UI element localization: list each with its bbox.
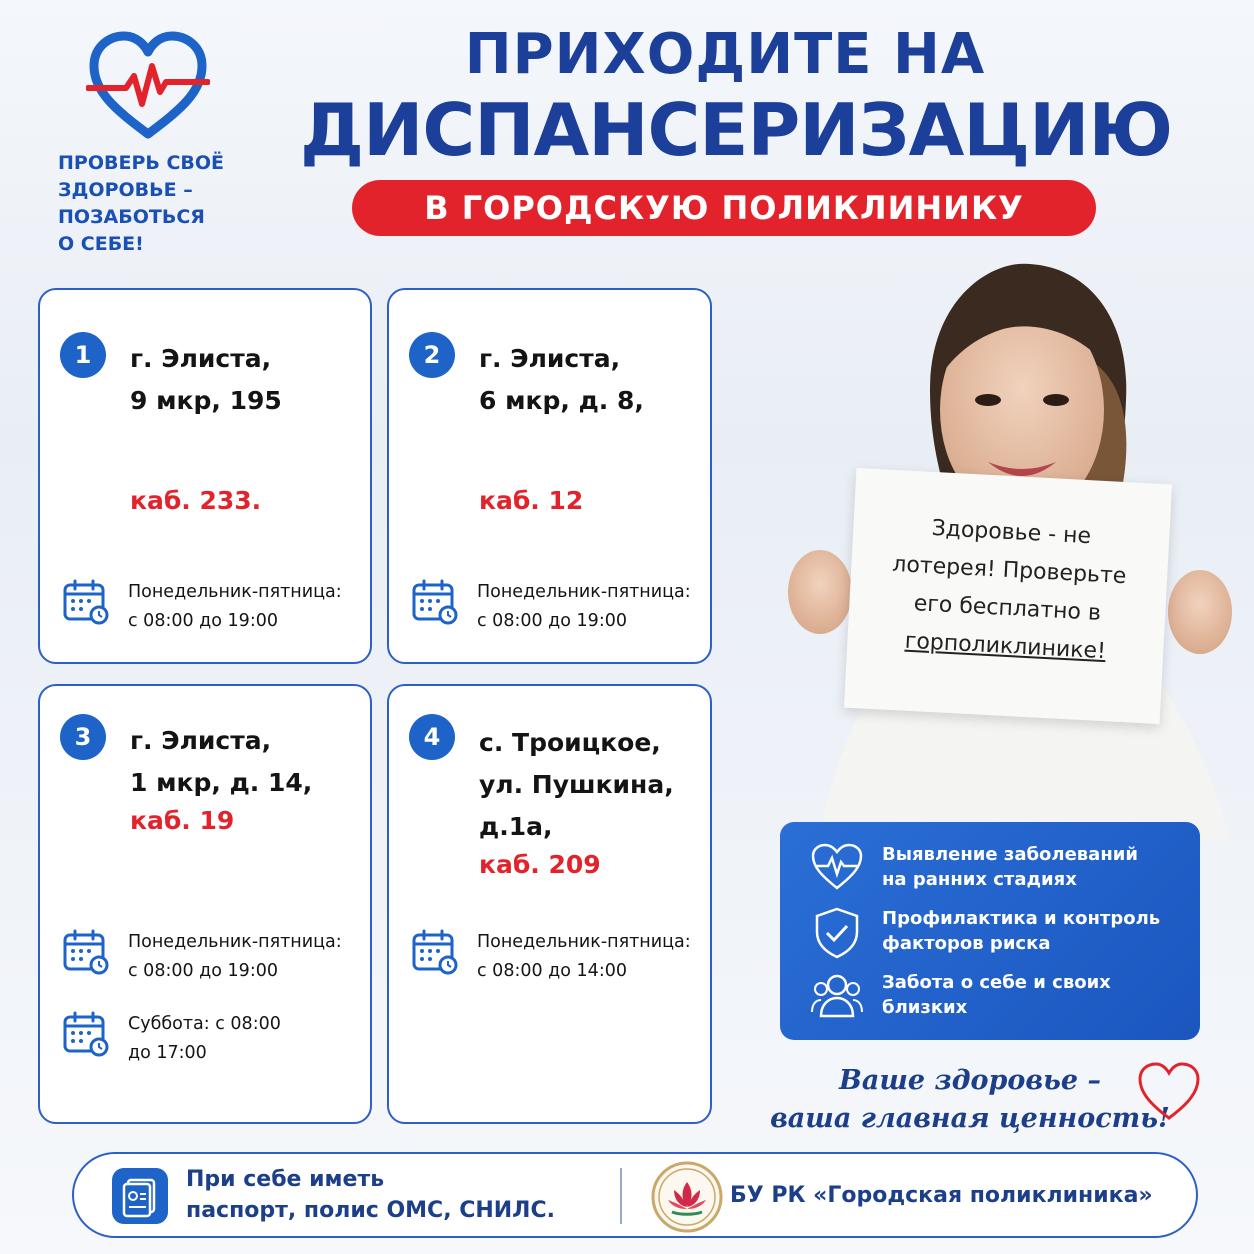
schedule: [411, 928, 721, 988]
page-title-line2: ДИСПАНСЕРИЗАЦИЮ: [300, 88, 1172, 172]
address-line: г. Элиста,: [130, 726, 272, 755]
page-title-line1: ПРИХОДИТЕ НА: [464, 22, 986, 87]
location-card-3: [38, 684, 372, 1124]
schedule-hours: до 17:00: [128, 1043, 207, 1063]
benefit-line: Забота о себе и своих: [882, 972, 1111, 993]
slogan-line: ЗДОРОВЬЕ –: [58, 179, 193, 201]
sign-line: его бесплатно в: [913, 591, 1102, 626]
calendar-icon: [411, 928, 459, 976]
schedule: [62, 928, 372, 988]
benefit-text: [882, 906, 1182, 956]
schedule-days: Понедельник-пятница:: [128, 932, 342, 952]
room-number: каб. 19: [130, 806, 235, 835]
calendar-icon: [411, 578, 459, 626]
location-card-4: [387, 684, 712, 1124]
schedule-days: Понедельник-пятница:: [128, 582, 342, 602]
schedule-hours: с 08:00 до 14:00: [477, 961, 627, 981]
address-line: г. Элиста,: [479, 344, 621, 373]
required-documents: [186, 1164, 606, 1226]
location-card-1: [38, 288, 372, 664]
benefits-panel: [780, 822, 1200, 1040]
handheld-sign: [844, 468, 1172, 724]
sign-line: Здоровье - не: [931, 515, 1092, 550]
location-address: [130, 720, 360, 804]
benefit-text: [882, 842, 1182, 892]
schedule-text: [128, 578, 378, 636]
schedule-hours: с 08:00 до 19:00: [477, 611, 627, 631]
benefit-line: близких: [882, 997, 968, 1018]
schedule: [411, 578, 721, 638]
heart-pulse-icon: [810, 842, 864, 892]
address-line: д.1а,: [479, 812, 553, 841]
heart-outline-icon: [1136, 1060, 1202, 1122]
calendar-icon: [62, 928, 110, 976]
slogan-line: О СЕБЕ!: [58, 233, 144, 255]
benefit-line: Выявление заболеваний: [882, 844, 1138, 865]
documents-icon: [112, 1168, 168, 1224]
location-number-badge: 1: [60, 332, 106, 378]
shield-check-icon: [810, 906, 864, 960]
schedule: [62, 578, 372, 638]
schedule-text: [477, 928, 727, 986]
benefit-text: [882, 970, 1182, 1020]
motto-line: ваша главная ценность!: [770, 1103, 1170, 1134]
schedule-days: Суббота: с 08:00: [128, 1014, 281, 1034]
people-icon: [810, 970, 864, 1020]
schedule-hours: с 08:00 до 19:00: [128, 611, 278, 631]
room-number: каб. 233.: [130, 486, 262, 515]
schedule-text: [477, 578, 727, 636]
slogan: [58, 150, 258, 258]
location-number-badge: 4: [409, 714, 455, 760]
location-address: [479, 722, 709, 848]
schedule-days: Понедельник-пятница:: [477, 582, 691, 602]
room-number: каб. 209: [479, 850, 601, 879]
benefit-item: [780, 970, 1200, 1030]
address-line: ул. Пушкина,: [479, 770, 674, 799]
location-card-2: [387, 288, 712, 664]
calendar-icon: [62, 578, 110, 626]
benefit-item: [780, 842, 1200, 902]
address-line: 9 мкр, 195: [130, 386, 282, 415]
location-number-badge: 2: [409, 332, 455, 378]
address-line: 6 мкр, д. 8,: [479, 386, 644, 415]
docs-line: паспорт, полис ОМС, СНИЛС.: [186, 1198, 555, 1223]
footer-bar: [72, 1152, 1198, 1238]
address-line: 1 мкр, д. 14,: [130, 768, 313, 797]
sign-line: лотерея! Проверьте: [891, 551, 1127, 590]
benefit-line: факторов риска: [882, 933, 1051, 954]
schedule-days: Понедельник-пятница:: [477, 932, 691, 952]
benefit-item: [780, 906, 1200, 966]
subtitle-banner: В ГОРОДСКУЮ ПОЛИКЛИНИКУ: [352, 180, 1096, 236]
schedule-text: [128, 1010, 378, 1068]
slogan-line: ПРОВЕРЬ СВОЁ: [58, 152, 225, 174]
room-number: каб. 12: [479, 486, 584, 515]
divider: [620, 1168, 622, 1224]
organization-name: БУ РК «Городская поликлиника»: [730, 1183, 1153, 1208]
address-line: с. Троицкое,: [479, 728, 661, 757]
location-address: [479, 338, 709, 422]
location-number-badge: 3: [60, 714, 106, 760]
schedule-hours: с 08:00 до 19:00: [128, 961, 278, 981]
schedule-saturday: [62, 1010, 372, 1070]
motto-line: Ваше здоровье –: [839, 1065, 1101, 1096]
schedule-text: [128, 928, 378, 986]
benefit-line: на ранних стадиях: [882, 869, 1077, 890]
heart-pulse-logo-icon: [86, 30, 210, 142]
sign-line: горполиклинике!: [904, 628, 1107, 665]
docs-line: При себе иметь: [186, 1167, 385, 1192]
calendar-icon: [62, 1010, 110, 1058]
lotus-emblem-icon: [650, 1160, 724, 1234]
address-line: г. Элиста,: [130, 344, 272, 373]
slogan-line: ПОЗАБОТЬСЯ: [58, 206, 205, 228]
benefit-line: Профилактика и контроль: [882, 908, 1161, 929]
location-address: [130, 338, 360, 422]
motto: [760, 1062, 1180, 1138]
